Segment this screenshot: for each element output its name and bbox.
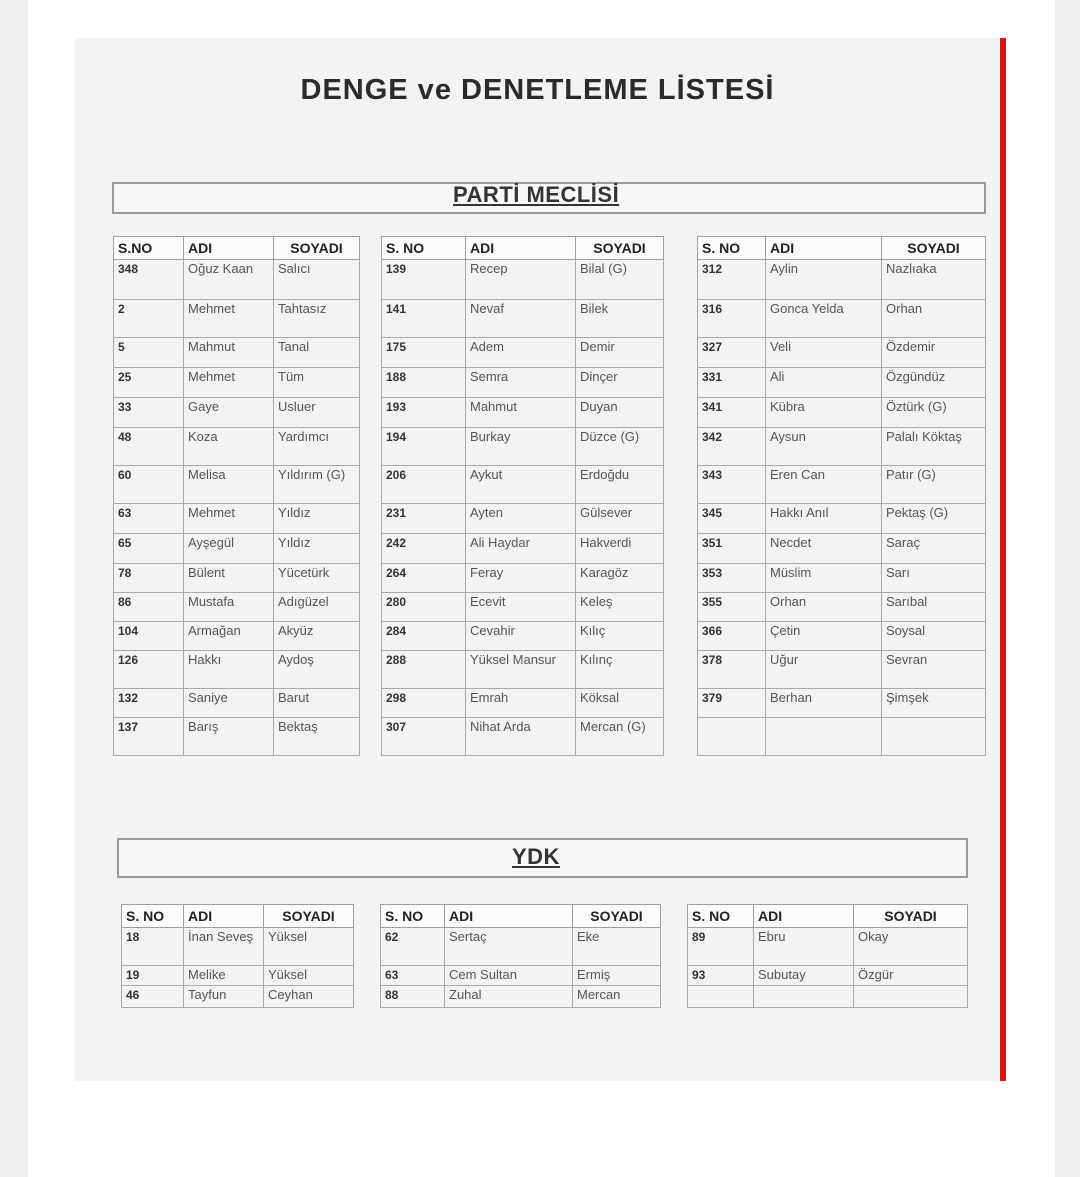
sno-header: S. NO <box>688 905 754 928</box>
sno-cell: 93 <box>688 966 754 986</box>
soyadi-cell: Yücetürk <box>274 564 360 593</box>
sno-cell: 345 <box>698 504 766 534</box>
sno-cell: 379 <box>698 689 766 718</box>
soyadi-cell: Hakverdi <box>576 534 664 564</box>
ydk-title: YDK <box>512 844 560 869</box>
sno-header: S. NO <box>698 237 766 260</box>
table-row <box>114 504 360 534</box>
ydk-table-2 <box>380 904 661 1008</box>
soyadi-cell: Dinçer <box>576 368 664 398</box>
table-row <box>381 986 661 1008</box>
soyadi-header: SOYADI <box>264 905 354 928</box>
soyadi-cell: Tahtasız <box>274 300 360 338</box>
soyadi-cell <box>854 986 968 1008</box>
adi-cell: Cevahir <box>466 622 576 651</box>
soyadi-cell: Yıldız <box>274 534 360 564</box>
soyadi-cell: Sarıbal <box>882 593 986 622</box>
table-row <box>382 428 664 466</box>
table-row <box>122 986 354 1008</box>
table-row <box>114 689 360 718</box>
table-row <box>382 300 664 338</box>
soyadi-cell: Kılıç <box>576 622 664 651</box>
sno-cell: 104 <box>114 622 184 651</box>
table-header-row <box>382 237 664 260</box>
document-title: DENGE ve DENETLEME LİSTESİ <box>300 74 775 106</box>
soyadi-cell: Demir <box>576 338 664 368</box>
soyadi-cell: Şimşek <box>882 689 986 718</box>
adi-cell: Burkay <box>466 428 576 466</box>
soyadi-header: SOYADI <box>576 237 664 260</box>
table-row <box>381 928 661 966</box>
soyadi-cell: Saraç <box>882 534 986 564</box>
adi-cell: Ebru <box>754 928 854 966</box>
sno-cell: 139 <box>382 260 466 300</box>
sno-cell: 351 <box>698 534 766 564</box>
sno-cell: 353 <box>698 564 766 593</box>
table-row <box>114 398 360 428</box>
adi-cell: Saniye <box>184 689 274 718</box>
sno-cell: 188 <box>382 368 466 398</box>
table-row <box>382 398 664 428</box>
adi-cell: Ali <box>766 368 882 398</box>
soyadi-cell: Patır (G) <box>882 466 986 504</box>
table-row <box>382 466 664 504</box>
ydk-table-3 <box>687 904 968 1008</box>
parti-meclisi-title: PARTİ MECLİSİ <box>453 182 620 207</box>
soyadi-cell: Sevran <box>882 651 986 689</box>
adi-cell: Subutay <box>754 966 854 986</box>
soyadi-header: SOYADI <box>573 905 661 928</box>
adi-cell: Semra <box>466 368 576 398</box>
table-row <box>381 966 661 986</box>
soyadi-cell: Özdemir <box>882 338 986 368</box>
sno-cell: 46 <box>122 986 184 1008</box>
adi-cell: Nihat Arda <box>466 718 576 756</box>
parti-meclisi-table-2 <box>381 236 664 756</box>
table-row <box>382 593 664 622</box>
sno-cell: 355 <box>698 593 766 622</box>
soyadi-cell: Adıgüzel <box>274 593 360 622</box>
adi-cell: Hakkı <box>184 651 274 689</box>
soyadi-cell: Aydoş <box>274 651 360 689</box>
adi-cell: Uğur <box>766 651 882 689</box>
adi-cell: Aylin <box>766 260 882 300</box>
table-row <box>122 928 354 966</box>
sno-cell: 194 <box>382 428 466 466</box>
adi-cell: Gaye <box>184 398 274 428</box>
table-row <box>114 466 360 504</box>
adi-header: ADI <box>445 905 573 928</box>
adi-cell: Aykut <box>466 466 576 504</box>
adi-cell: Recep <box>466 260 576 300</box>
table-row <box>382 338 664 368</box>
sno-cell: 312 <box>698 260 766 300</box>
table-row <box>382 564 664 593</box>
adi-cell: Mahmut <box>184 338 274 368</box>
adi-header: ADI <box>466 237 576 260</box>
adi-header: ADI <box>184 237 274 260</box>
adi-cell: Veli <box>766 338 882 368</box>
adi-cell: Yüksel Mansur <box>466 651 576 689</box>
adi-cell: Tayfun <box>184 986 264 1008</box>
sno-cell: 126 <box>114 651 184 689</box>
table-row <box>698 338 986 368</box>
parti-meclisi-table-1 <box>113 236 360 756</box>
soyadi-cell: Tanal <box>274 338 360 368</box>
table-row <box>382 368 664 398</box>
sno-header: S. NO <box>382 237 466 260</box>
sno-cell: 193 <box>382 398 466 428</box>
soyadi-cell: Usluer <box>274 398 360 428</box>
table-row <box>382 622 664 651</box>
table-row <box>698 398 986 428</box>
adi-cell: Berhan <box>766 689 882 718</box>
sno-cell: 175 <box>382 338 466 368</box>
soyadi-cell: Öztürk (G) <box>882 398 986 428</box>
sno-cell: 284 <box>382 622 466 651</box>
table-row <box>382 651 664 689</box>
table-row <box>114 593 360 622</box>
table-row <box>122 966 354 986</box>
table-row <box>698 300 986 338</box>
sno-cell: 63 <box>381 966 445 986</box>
adi-cell: Oğuz Kaan <box>184 260 274 300</box>
table-row <box>698 368 986 398</box>
sno-cell <box>698 718 766 756</box>
sno-cell: 366 <box>698 622 766 651</box>
soyadi-cell <box>882 718 986 756</box>
soyadi-cell: Yüksel <box>264 928 354 966</box>
soyadi-header: SOYADI <box>274 237 360 260</box>
adi-cell: Hakkı Anıl <box>766 504 882 534</box>
soyadi-cell: Kılınç <box>576 651 664 689</box>
table-header-row <box>698 237 986 260</box>
soyadi-cell: Köksal <box>576 689 664 718</box>
adi-header: ADI <box>754 905 854 928</box>
soyadi-cell: Özgündüz <box>882 368 986 398</box>
adi-cell: Feray <box>466 564 576 593</box>
soyadi-cell: Nazlıaka <box>882 260 986 300</box>
soyadi-header: SOYADI <box>882 237 986 260</box>
soyadi-cell: Salıcı <box>274 260 360 300</box>
sno-cell: 141 <box>382 300 466 338</box>
adi-cell: Zuhal <box>445 986 573 1008</box>
table-row <box>114 564 360 593</box>
sno-cell: 307 <box>382 718 466 756</box>
sno-cell: 298 <box>382 689 466 718</box>
table-row <box>688 986 968 1008</box>
sno-header: S. NO <box>381 905 445 928</box>
ydk-table-1 <box>121 904 354 1008</box>
sno-cell: 63 <box>114 504 184 534</box>
adi-header: ADI <box>184 905 264 928</box>
adi-cell <box>766 718 882 756</box>
soyadi-cell: Karagöz <box>576 564 664 593</box>
adi-cell: Ayşegül <box>184 534 274 564</box>
sno-header: S.NO <box>114 237 184 260</box>
adi-cell: Gonca Yelda <box>766 300 882 338</box>
adi-cell: Necdet <box>766 534 882 564</box>
sno-cell: 5 <box>114 338 184 368</box>
document-photo <box>75 38 1006 1081</box>
table-row <box>698 564 986 593</box>
sno-cell: 78 <box>114 564 184 593</box>
sno-cell: 33 <box>114 398 184 428</box>
adi-cell: Melisa <box>184 466 274 504</box>
sno-cell: 89 <box>688 928 754 966</box>
soyadi-cell: Mercan (G) <box>576 718 664 756</box>
table-row <box>382 534 664 564</box>
soyadi-cell: Yardımcı <box>274 428 360 466</box>
adi-cell <box>754 986 854 1008</box>
soyadi-cell: Eke <box>573 928 661 966</box>
soyadi-cell: Soysal <box>882 622 986 651</box>
soyadi-cell: Özgür <box>854 966 968 986</box>
table-row <box>698 622 986 651</box>
table-header-row <box>114 237 360 260</box>
sno-cell: 378 <box>698 651 766 689</box>
sno-cell: 316 <box>698 300 766 338</box>
soyadi-cell: Tüm <box>274 368 360 398</box>
sno-cell: 132 <box>114 689 184 718</box>
table-row <box>114 260 360 300</box>
adi-cell: Ali Haydar <box>466 534 576 564</box>
sno-cell: 206 <box>382 466 466 504</box>
adi-cell: Müslim <box>766 564 882 593</box>
table-row <box>114 622 360 651</box>
adi-cell: Barış <box>184 718 274 756</box>
sno-cell: 331 <box>698 368 766 398</box>
soyadi-cell: Düzce (G) <box>576 428 664 466</box>
adi-cell: Ayten <box>466 504 576 534</box>
table-row <box>382 689 664 718</box>
soyadi-cell: Pektaş (G) <box>882 504 986 534</box>
sno-cell: 19 <box>122 966 184 986</box>
sno-cell <box>688 986 754 1008</box>
adi-cell: Mehmet <box>184 504 274 534</box>
adi-cell: Emrah <box>466 689 576 718</box>
soyadi-cell: Erdoğdu <box>576 466 664 504</box>
adi-cell: İnan Seveş <box>184 928 264 966</box>
soyadi-cell: Duyan <box>576 398 664 428</box>
table-row <box>688 966 968 986</box>
soyadi-cell: Ermiş <box>573 966 661 986</box>
adi-cell: Adem <box>466 338 576 368</box>
adi-cell: Mehmet <box>184 368 274 398</box>
sno-cell: 18 <box>122 928 184 966</box>
sno-cell: 65 <box>114 534 184 564</box>
soyadi-cell: Gülsever <box>576 504 664 534</box>
table-row <box>698 718 986 756</box>
soyadi-cell: Akyüz <box>274 622 360 651</box>
sno-cell: 288 <box>382 651 466 689</box>
adi-cell: Bülent <box>184 564 274 593</box>
sno-cell: 341 <box>698 398 766 428</box>
sno-header: S. NO <box>122 905 184 928</box>
sno-cell: 343 <box>698 466 766 504</box>
table-row <box>698 651 986 689</box>
soyadi-cell: Mercan <box>573 986 661 1008</box>
table-row <box>698 689 986 718</box>
soyadi-cell: Palalı Köktaş <box>882 428 986 466</box>
table-row <box>114 368 360 398</box>
soyadi-cell: Barut <box>274 689 360 718</box>
adi-cell: Eren Can <box>766 466 882 504</box>
adi-header: ADI <box>766 237 882 260</box>
table-header-row <box>381 905 661 928</box>
table-row <box>114 300 360 338</box>
table-row <box>688 928 968 966</box>
soyadi-cell: Ceyhan <box>264 986 354 1008</box>
table-row <box>698 593 986 622</box>
table-header-row <box>122 905 354 928</box>
sno-cell: 60 <box>114 466 184 504</box>
adi-cell: Melike <box>184 966 264 986</box>
adi-cell: Koza <box>184 428 274 466</box>
soyadi-cell: Yüksel <box>264 966 354 986</box>
soyadi-header: SOYADI <box>854 905 968 928</box>
table-row <box>382 504 664 534</box>
sno-cell: 327 <box>698 338 766 368</box>
adi-cell: Çetin <box>766 622 882 651</box>
sno-cell: 348 <box>114 260 184 300</box>
soyadi-cell: Bilek <box>576 300 664 338</box>
table-row <box>698 428 986 466</box>
sno-cell: 231 <box>382 504 466 534</box>
table-row <box>382 260 664 300</box>
table-row <box>114 534 360 564</box>
soyadi-cell: Sarı <box>882 564 986 593</box>
sno-cell: 86 <box>114 593 184 622</box>
sno-cell: 2 <box>114 300 184 338</box>
soyadi-cell: Keleş <box>576 593 664 622</box>
adi-cell: Ecevit <box>466 593 576 622</box>
adi-cell: Cem Sultan <box>445 966 573 986</box>
soyadi-cell: Bilal (G) <box>576 260 664 300</box>
adi-cell: Mahmut <box>466 398 576 428</box>
sno-cell: 280 <box>382 593 466 622</box>
soyadi-cell: Bektaş <box>274 718 360 756</box>
soyadi-cell: Yıldırım (G) <box>274 466 360 504</box>
sno-cell: 88 <box>381 986 445 1008</box>
soyadi-cell: Okay <box>854 928 968 966</box>
soyadi-cell: Yıldız <box>274 504 360 534</box>
adi-cell: Mehmet <box>184 300 274 338</box>
adi-cell: Armağan <box>184 622 274 651</box>
sno-cell: 264 <box>382 564 466 593</box>
adi-cell: Sertaç <box>445 928 573 966</box>
table-row <box>114 338 360 368</box>
sno-cell: 242 <box>382 534 466 564</box>
table-row <box>114 718 360 756</box>
adi-cell: Orhan <box>766 593 882 622</box>
adi-cell: Kübra <box>766 398 882 428</box>
table-row <box>698 260 986 300</box>
sno-cell: 342 <box>698 428 766 466</box>
soyadi-cell: Orhan <box>882 300 986 338</box>
table-row <box>698 504 986 534</box>
sno-cell: 48 <box>114 428 184 466</box>
adi-cell: Aysun <box>766 428 882 466</box>
sno-cell: 137 <box>114 718 184 756</box>
table-row <box>382 718 664 756</box>
table-row <box>698 534 986 564</box>
adi-cell: Mustafa <box>184 593 274 622</box>
table-header-row <box>688 905 968 928</box>
table-row <box>698 466 986 504</box>
sno-cell: 25 <box>114 368 184 398</box>
table-row <box>114 651 360 689</box>
sno-cell: 62 <box>381 928 445 966</box>
adi-cell: Nevaf <box>466 300 576 338</box>
parti-meclisi-table-3 <box>697 236 986 756</box>
table-row <box>114 428 360 466</box>
